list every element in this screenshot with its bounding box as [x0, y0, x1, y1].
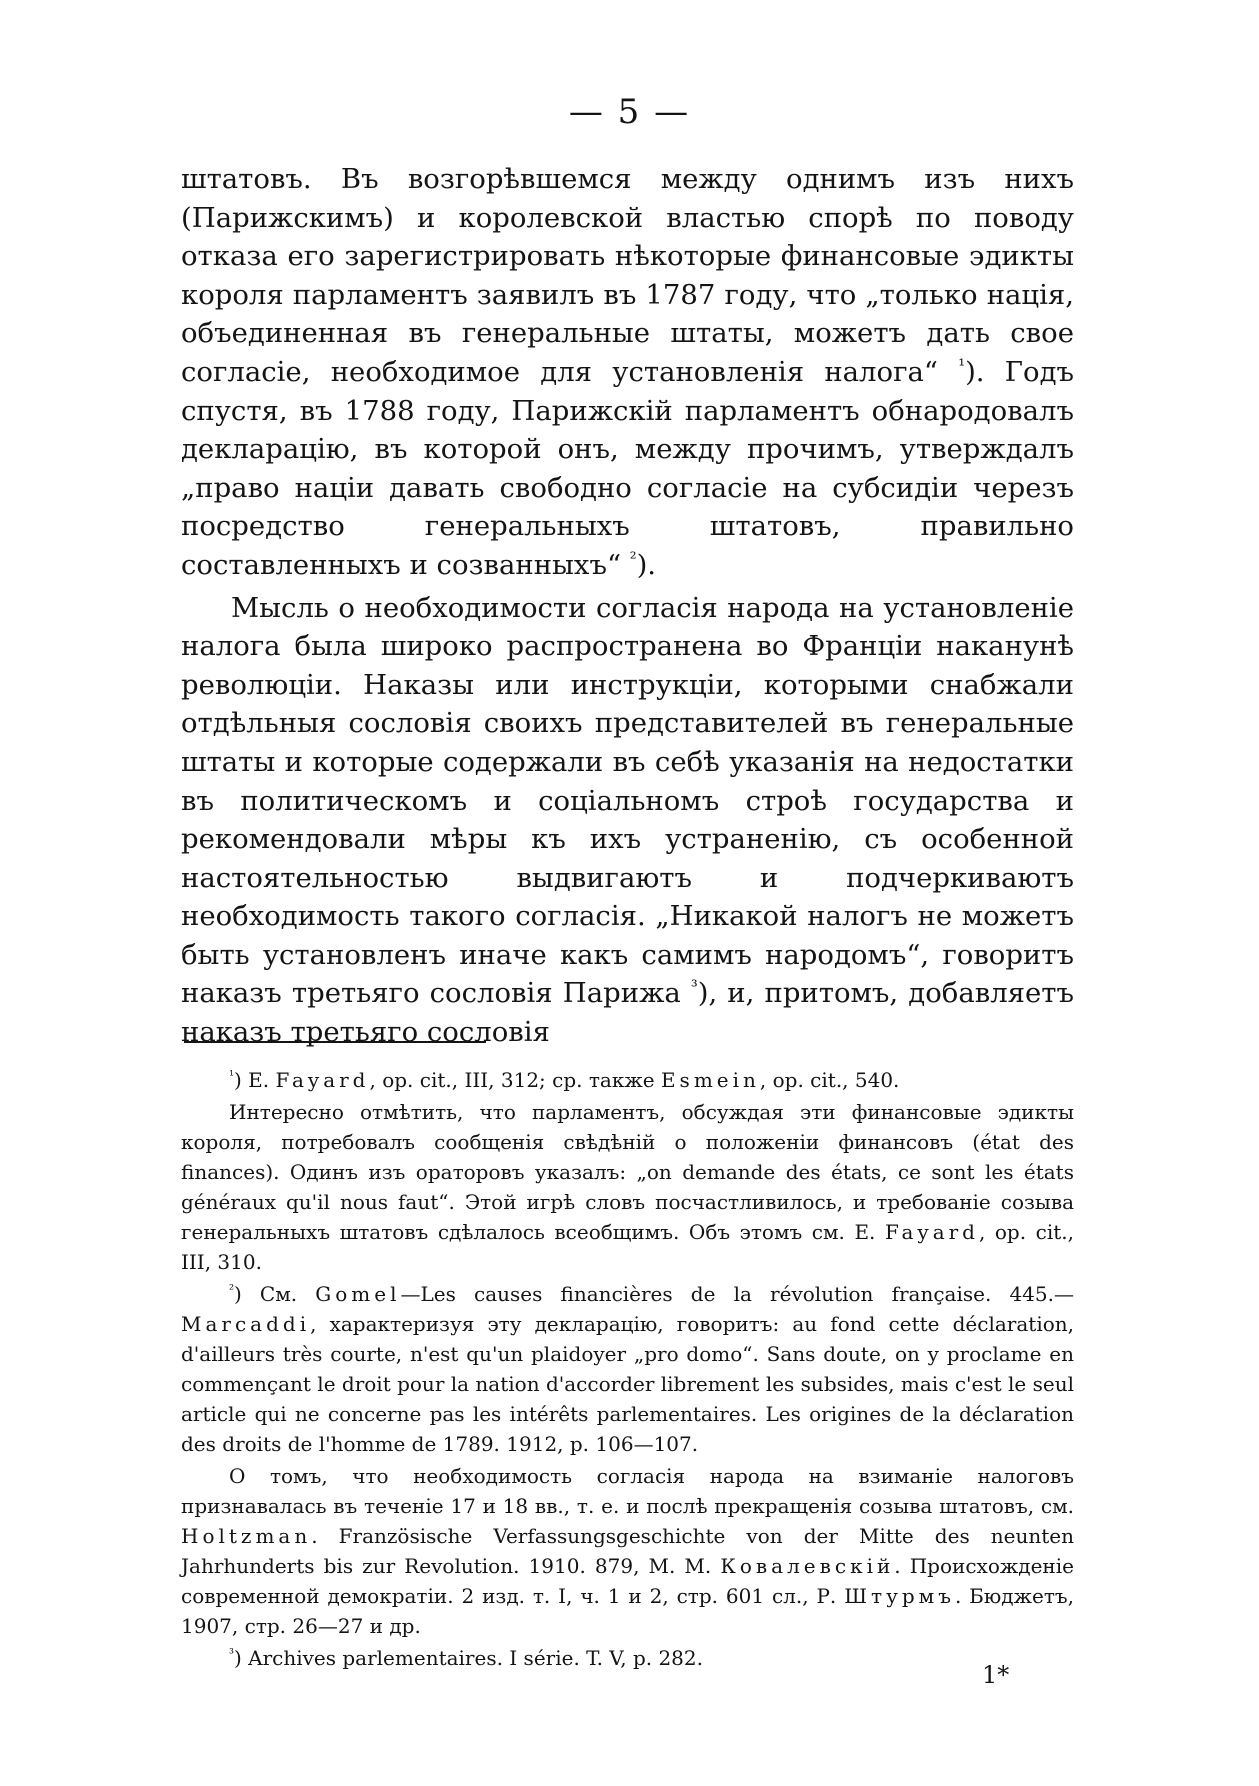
footnote-1-continued: Интересно отмѣтить, что парламентъ, обсуждая эти финансовые эдикты короля, потребовалъ сообщенія свѣдѣній о положеніи финансовъ (état des finances). Одинъ изъ ораторовъ указалъ: „on demande des états, ce sont les états généraux qu'il nous faut“. Этой игрѣ словъ посчастливилось, и требованіе созыва генеральныхъ штатовъ сдѣлалось всеобщимъ. Объ этомъ см. E. Fayard, op. cit., III, 310. — [181, 1100, 1074, 1274]
footnote-divider — [184, 1041, 486, 1043]
main-text — [181, 160, 1074, 1052]
footnote-ref-2: ² — [629, 548, 637, 569]
footnote-3: $^{^3}$) Archives parlementaires. I série. T. V, p. 282. — [229, 1645, 703, 1670]
page-number: — 5 — — [568, 92, 691, 132]
signature-mark: 1* — [982, 1661, 1010, 1689]
footnote-ref-1: ¹ — [958, 355, 966, 376]
footnote-2: $^{^2}$) См. Gomel—Les causes financières de la révolution française. 445.—Marcaddi, характеризуя эту декларацію, говоритъ: au fond cette déclaration, d'ailleurs très courte, n'est qu'un plaidoyer „pro domo“. Sans doute, on y proclame en commençant le droit pour la nation d'accorder librement les subsides, mais c'est le seul article qui ne concerne pas les intérêts parlementaires. Les origines de la déclaration des droits de l'homme de 1789. 1912, p. 106—107. — [181, 1281, 1074, 1456]
footnote-1: $^{^1}$) E. Fayard, op. cit., III, 312; ср. также Esmein, op. cit., 540. — [229, 1067, 900, 1092]
paragraph-2: Мысль о необходимости согласія народа на установленіе налога была широко распространена во Франціи наканунѣ революціи. Наказы или инструкціи, которыми снабжали отдѣльныя сословія своихъ представителей въ генеральные штаты и которые содержали въ себѣ указанія на недостатки въ политическомъ и соціальномъ строѣ государства и рекомендовали мѣры къ ихъ устраненію, съ особенной настоятельностью выдвигаютъ и подчеркиваютъ необходимость такого согласія. „Никакой налогъ не можетъ быть установленъ иначе какъ самимъ народомъ“, говоритъ наказъ третьяго сословія Парижа $^{^3}$), и, притомъ, добавляетъ наказъ третьяго сословія — [181, 591, 1075, 1049]
footnote-ref-3: ³ — [690, 977, 698, 998]
footnote-2-continued: О томъ, что необходимость согласія народа на взиманіе налоговъ признавалась въ теченіе 17 и 18 вв., т. е. и послѣ прекращенія созыва штатовъ, см. Holtzman. Französische Verfassungsgeschichte von der Mitte des neunten Jahrhunderts bis zur Revolution. 1910. 879, М. М. Ковалевскій. Происхожденіе современной демократіи. 2 изд. т. I, ч. 1 и 2, стр. 601 сл., Р. Штурмъ. Бюджетъ, 1907, стр. 26—27 и др. — [181, 1464, 1074, 1638]
paragraph-1: штатовъ. Въ возгорѣвшемся между однимъ изъ нихъ (Парижскимъ) и королевской властью спорѣ по поводу отказа его зарегистрировать нѣкоторые финансовые эдикты короля парламентъ заявилъ въ 1787 году, что „только нація, объединенная въ генеральные штаты, можетъ дать свое согласіе, необходимое для установленія налога“ $^{^1}$). Годъ спустя, въ 1788 году, Парижскій парламентъ обнародовалъ декларацію, въ которой онъ, между прочимъ, утверждалъ „право націи давать свободно согласіе на субсидіи черезъ посредство генеральныхъ штатовъ, правильно составленныхъ и созванныхъ“ $^{^2}$). — [181, 163, 1075, 581]
footnotes — [181, 1065, 1074, 1675]
